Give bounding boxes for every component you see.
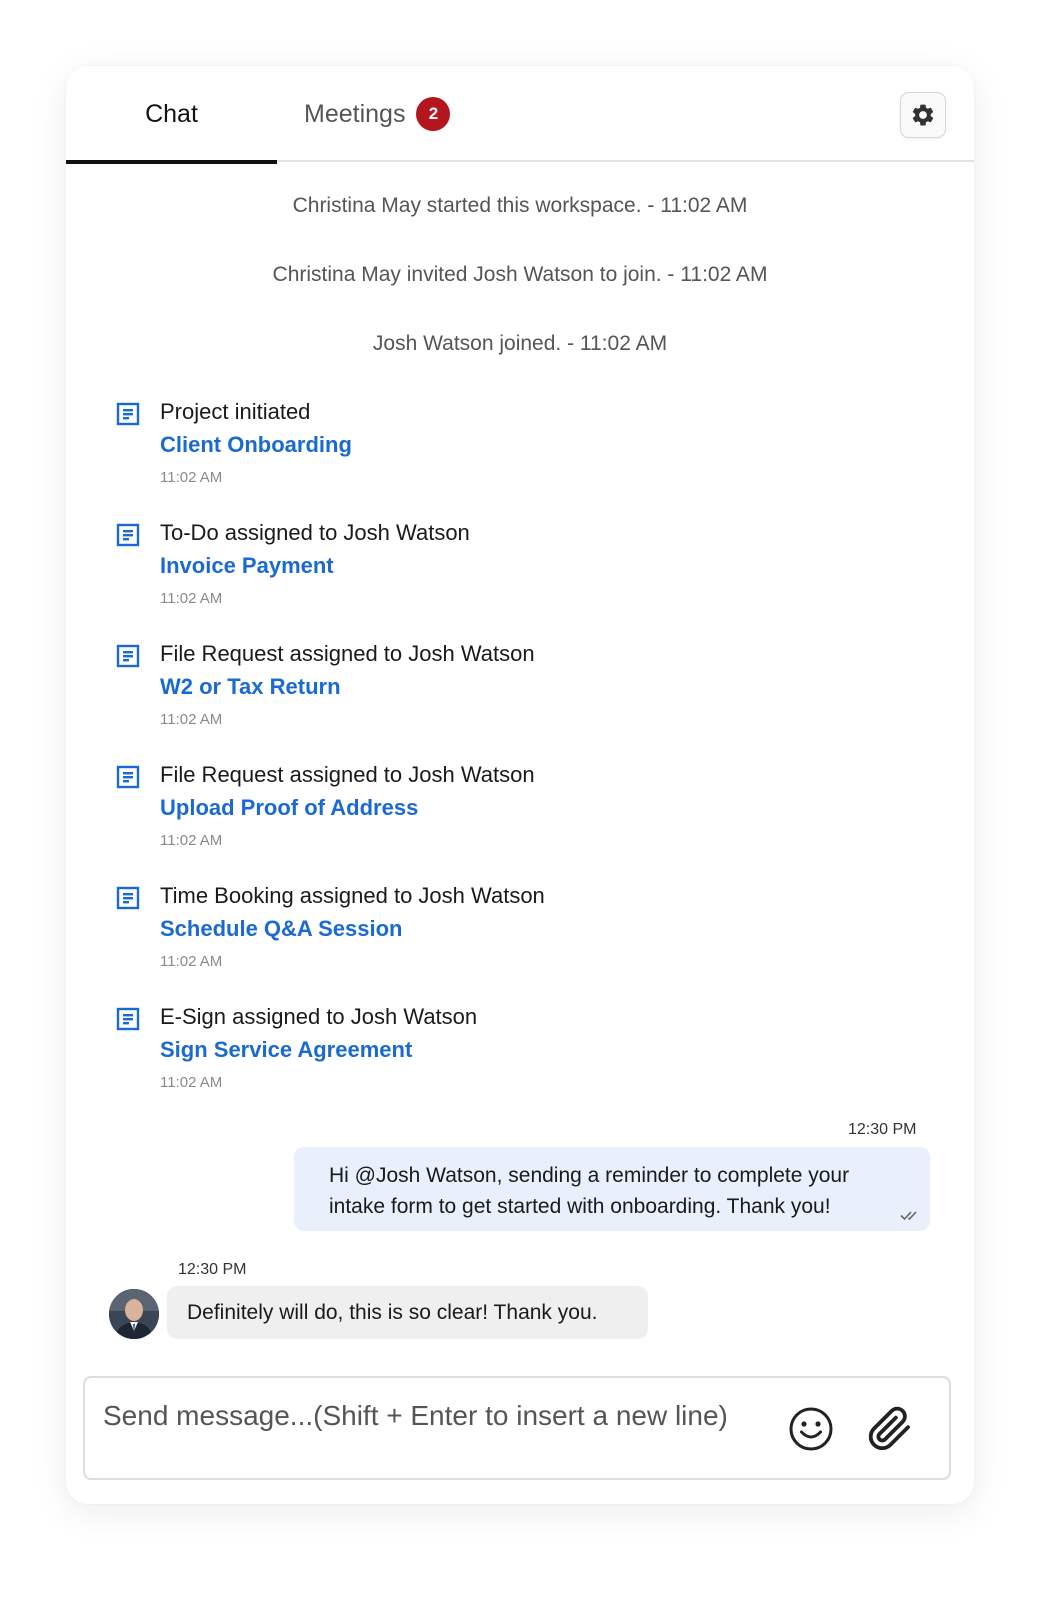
activity-link[interactable]: Schedule Q&A Session xyxy=(160,916,403,941)
activity-title: File Request assigned to Josh Watson xyxy=(160,641,535,666)
activity-title: Project initiated xyxy=(160,399,311,424)
tab-chat-label: Chat xyxy=(145,99,198,128)
activity-link[interactable]: Client Onboarding xyxy=(160,432,352,457)
message-input[interactable] xyxy=(103,1386,763,1446)
gear-icon xyxy=(910,102,936,128)
activity-title: Time Booking assigned to Josh Watson xyxy=(160,883,545,908)
activity-title: File Request assigned to Josh Watson xyxy=(160,762,535,787)
activity-time: 11:02 AM xyxy=(160,1074,223,1091)
activity-time: 11:02 AM xyxy=(160,711,223,728)
activity-item xyxy=(116,520,916,620)
activity-title: To-Do assigned to Josh Watson xyxy=(160,520,470,545)
emoji-button[interactable] xyxy=(788,1406,834,1452)
activity-time: 11:02 AM xyxy=(160,469,223,486)
document-icon xyxy=(116,886,140,910)
document-icon xyxy=(116,402,140,426)
attach-button[interactable] xyxy=(867,1406,913,1452)
activity-item xyxy=(116,399,916,499)
outgoing-message-time: 12:30 PM xyxy=(848,1121,917,1138)
outgoing-message-line: Hi @Josh Watson, sending a reminder to complete your xyxy=(329,1164,850,1187)
incoming-message-time: 12:30 PM xyxy=(178,1261,247,1278)
tab-meetings-label: Meetings xyxy=(304,99,406,128)
outgoing-message-line: intake form to get started with onboarding. Thank you! xyxy=(329,1195,831,1218)
document-icon xyxy=(116,644,140,668)
smiley-icon xyxy=(788,1406,834,1452)
activity-item xyxy=(116,883,916,983)
tab-meetings[interactable] xyxy=(304,66,474,162)
activity-link[interactable]: W2 or Tax Return xyxy=(160,674,341,699)
outgoing-message-bubble xyxy=(294,1147,930,1231)
activity-link[interactable]: Upload Proof of Address xyxy=(160,795,419,820)
paperclip-icon xyxy=(867,1406,913,1452)
document-icon xyxy=(116,1007,140,1031)
activity-item xyxy=(116,641,916,741)
activity-link[interactable]: Sign Service Agreement xyxy=(160,1037,413,1062)
settings-button[interactable] xyxy=(900,92,946,138)
incoming-message-text: Definitely will do, this is so clear! Thank you. xyxy=(187,1300,598,1324)
tab-bar xyxy=(66,66,974,162)
system-message: Josh Watson joined. - 11:02 AM xyxy=(372,332,668,355)
double-check-icon xyxy=(900,1209,922,1221)
activity-time: 11:02 AM xyxy=(160,953,223,970)
avatar-photo xyxy=(109,1289,159,1339)
activity-link[interactable]: Invoice Payment xyxy=(160,553,334,578)
activity-item xyxy=(116,1004,916,1104)
document-icon xyxy=(116,765,140,789)
activity-time: 11:02 AM xyxy=(160,832,223,849)
activity-item xyxy=(116,762,916,862)
message-composer xyxy=(83,1376,951,1480)
meetings-count-badge: 2 xyxy=(416,97,450,131)
system-message: Christina May started this workspace. - 11:02 AM xyxy=(292,194,748,217)
chat-panel xyxy=(66,66,974,1504)
tab-chat[interactable] xyxy=(66,66,277,162)
incoming-message-bubble xyxy=(167,1286,648,1339)
document-icon xyxy=(116,523,140,547)
avatar xyxy=(109,1289,159,1339)
activity-title: E-Sign assigned to Josh Watson xyxy=(160,1004,478,1029)
activity-time: 11:02 AM xyxy=(160,590,223,607)
system-message: Christina May invited Josh Watson to join. - 11:02 AM xyxy=(272,263,768,286)
